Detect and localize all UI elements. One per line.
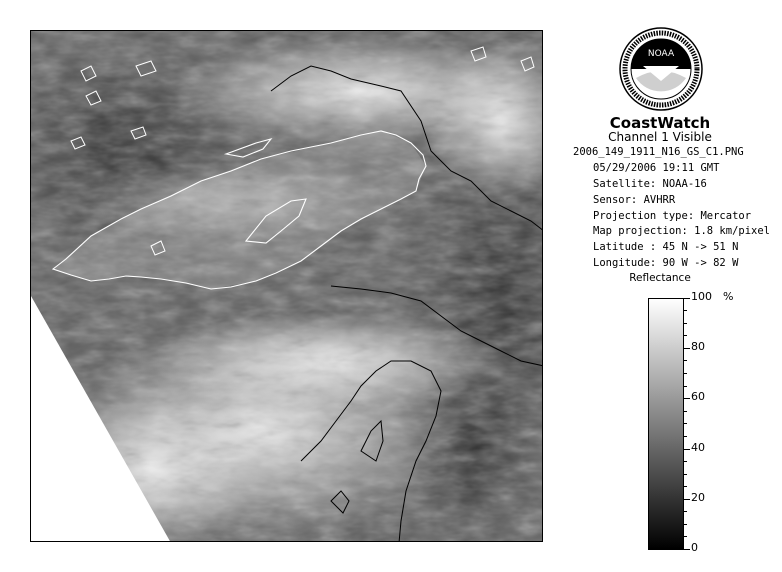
colorbar-minor-tick [684,335,687,336]
colorbar-tick [684,398,690,399]
page-title: CoastWatch [609,114,711,132]
projection-type-text: Projection type: Mercator [593,210,752,222]
colorbar-tick [684,298,690,299]
colorbar-unit: % [723,290,734,303]
longitude-text: Longitude: 90 W -> 82 W [593,257,739,269]
colorbar-minor-tick [684,511,687,512]
colorbar-minor-tick [684,386,687,387]
colorbar-minor-tick [684,474,687,475]
colorbar-tick-label: 60 [691,390,705,403]
colorbar-minor-tick [684,411,687,412]
colorbar-tick [684,348,690,349]
datetime-text: 05/29/2006 19:11 GMT [593,162,720,174]
colorbar-minor-tick [684,323,687,324]
colorbar-tick [684,499,690,500]
colorbar-tick [684,549,690,550]
logo-text: NOAA [647,49,675,59]
colorbar-minor-tick [684,461,687,462]
colorbar-tick-label: 100 [691,290,712,303]
noaa-logo-icon [618,26,704,112]
colorbar-tick-label: 40 [691,441,705,454]
satellite-text: Satellite: NOAA-16 [593,178,707,190]
latitude-text: Latitude : 45 N -> 51 N [593,241,739,253]
satellite-image [30,30,543,542]
colorbar-label: Reflectance [629,272,691,284]
map-projection-text: Map projection: 1.8 km/pixel [593,225,771,237]
reflectance-colorbar [648,298,684,550]
colorbar-minor-tick [684,536,687,537]
colorbar-minor-tick [684,423,687,424]
colorbar-tick-label: 0 [691,541,698,554]
colorbar-minor-tick [684,373,687,374]
colorbar-minor-tick [684,360,687,361]
filename-text: 2006_149_1911_N16_GS_C1.PNG [573,146,744,158]
colorbar-minor-tick [684,310,687,311]
colorbar-tick-label: 80 [691,340,705,353]
channel-subtitle: Channel 1 Visible [608,130,712,144]
colorbar-minor-tick [684,486,687,487]
colorbar-minor-tick [684,436,687,437]
colorbar-minor-tick [684,524,687,525]
colorbar-tick [684,449,690,450]
colorbar-tick-label: 20 [691,491,705,504]
sensor-text: Sensor: AVHRR [593,194,676,206]
satellite-imagery-svg [31,31,543,542]
